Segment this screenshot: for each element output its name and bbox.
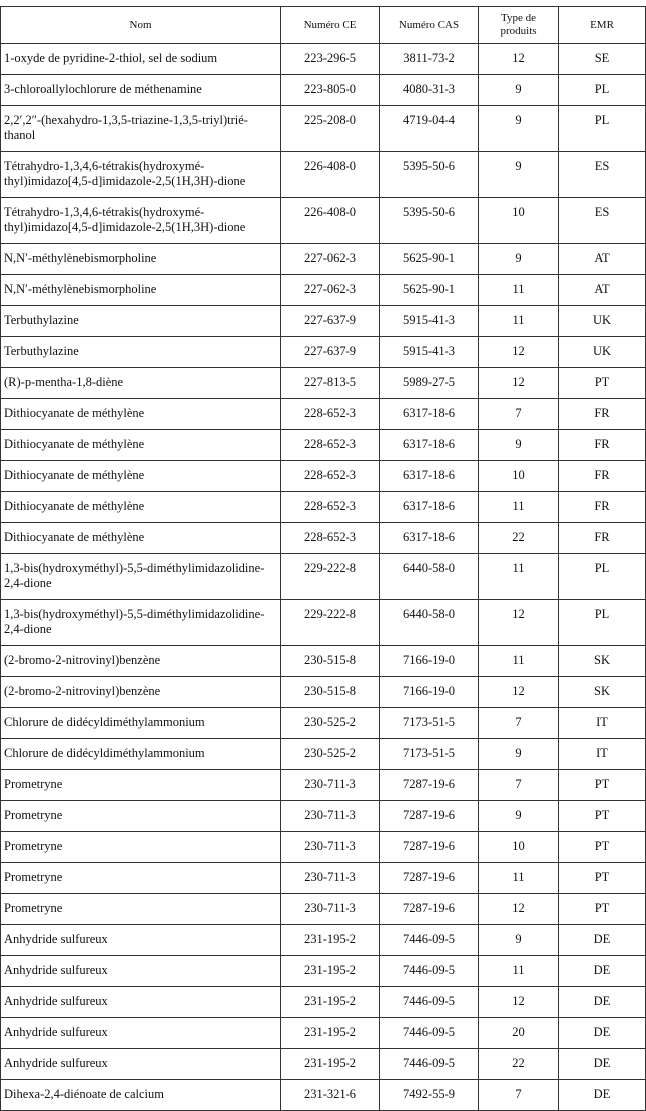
cell-numero-cas: 5395-50-6 xyxy=(380,198,479,244)
cell-numero-ce: 230-515-8 xyxy=(281,677,380,708)
cell-nom: Chlorure de didécyldiméthylammonium xyxy=(1,739,281,770)
table-row xyxy=(1,646,646,677)
cell-emr: PT xyxy=(559,368,646,399)
cell-emr: PL xyxy=(559,106,646,152)
substances-table xyxy=(0,6,646,1111)
table-row xyxy=(1,75,646,106)
cell-numero-cas: 7287-19-6 xyxy=(380,832,479,863)
cell-numero-cas: 5625-90-1 xyxy=(380,244,479,275)
cell-nom: 1,3-bis(hydroxyméthyl)-5,5-diméthylimidazolidine-2,4-dione xyxy=(1,554,281,600)
cell-type-de-produits: 12 xyxy=(479,677,559,708)
header-type-de-produits: Type de produits xyxy=(479,7,559,44)
cell-nom: Anhydride sulfureux xyxy=(1,1018,281,1049)
table-row xyxy=(1,368,646,399)
cell-type-de-produits: 7 xyxy=(479,1080,559,1111)
cell-type-de-produits: 22 xyxy=(479,523,559,554)
cell-numero-ce: 231-195-2 xyxy=(281,987,380,1018)
cell-type-de-produits: 20 xyxy=(479,1018,559,1049)
cell-nom: Dithiocyanate de méthylène xyxy=(1,461,281,492)
cell-emr: DE xyxy=(559,987,646,1018)
cell-numero-ce: 230-525-2 xyxy=(281,739,380,770)
cell-numero-ce: 227-637-9 xyxy=(281,306,380,337)
cell-type-de-produits: 9 xyxy=(479,739,559,770)
cell-emr: PT xyxy=(559,894,646,925)
cell-emr: UK xyxy=(559,337,646,368)
cell-emr: FR xyxy=(559,399,646,430)
cell-emr: ES xyxy=(559,198,646,244)
cell-numero-ce: 225-208-0 xyxy=(281,106,380,152)
cell-numero-ce: 223-296-5 xyxy=(281,44,380,75)
cell-type-de-produits: 11 xyxy=(479,646,559,677)
cell-numero-ce: 227-813-5 xyxy=(281,368,380,399)
cell-type-de-produits: 12 xyxy=(479,337,559,368)
table-row xyxy=(1,337,646,368)
cell-numero-cas: 6317-18-6 xyxy=(380,492,479,523)
cell-emr: DE xyxy=(559,956,646,987)
cell-numero-ce: 228-652-3 xyxy=(281,430,380,461)
table-row xyxy=(1,832,646,863)
header-numero-cas: Numéro CAS xyxy=(380,7,479,44)
cell-type-de-produits: 12 xyxy=(479,44,559,75)
cell-type-de-produits: 7 xyxy=(479,770,559,801)
cell-numero-ce: 230-525-2 xyxy=(281,708,380,739)
cell-emr: AT xyxy=(559,275,646,306)
cell-numero-ce: 228-652-3 xyxy=(281,492,380,523)
cell-nom: Anhydride sulfureux xyxy=(1,925,281,956)
cell-emr: PT xyxy=(559,863,646,894)
cell-numero-cas: 7492-55-9 xyxy=(380,1080,479,1111)
cell-nom: Anhydride sulfureux xyxy=(1,956,281,987)
cell-type-de-produits: 11 xyxy=(479,956,559,987)
cell-type-de-produits: 11 xyxy=(479,492,559,523)
cell-emr: DE xyxy=(559,925,646,956)
cell-nom: Prometryne xyxy=(1,894,281,925)
cell-numero-cas: 6440-58-0 xyxy=(380,600,479,646)
cell-type-de-produits: 7 xyxy=(479,708,559,739)
cell-type-de-produits: 9 xyxy=(479,244,559,275)
cell-nom: 2,2′,2″-(hexahydro-1,3,5-triazine-1,3,5-triyl)trié-thanol xyxy=(1,106,281,152)
cell-nom: Tétrahydro-1,3,4,6-tétrakis(hydroxymé-thyl)imidazo[4,5-d]imidazole-2,5(1H,3H)-dione xyxy=(1,198,281,244)
cell-numero-cas: 6317-18-6 xyxy=(380,523,479,554)
cell-numero-cas: 7287-19-6 xyxy=(380,770,479,801)
cell-numero-ce: 226-408-0 xyxy=(281,152,380,198)
cell-numero-cas: 3811-73-2 xyxy=(380,44,479,75)
cell-emr: FR xyxy=(559,523,646,554)
cell-numero-cas: 7287-19-6 xyxy=(380,863,479,894)
cell-numero-ce: 228-652-3 xyxy=(281,523,380,554)
cell-emr: SK xyxy=(559,646,646,677)
cell-numero-ce: 227-637-9 xyxy=(281,337,380,368)
cell-emr: AT xyxy=(559,244,646,275)
cell-numero-cas: 7446-09-5 xyxy=(380,925,479,956)
cell-emr: PT xyxy=(559,770,646,801)
cell-type-de-produits: 11 xyxy=(479,275,559,306)
cell-numero-cas: 6440-58-0 xyxy=(380,554,479,600)
cell-emr: PL xyxy=(559,554,646,600)
table-row xyxy=(1,44,646,75)
cell-emr: IT xyxy=(559,739,646,770)
cell-nom: 3-chloroallylochlorure de méthenamine xyxy=(1,75,281,106)
table-row xyxy=(1,987,646,1018)
cell-type-de-produits: 9 xyxy=(479,925,559,956)
cell-nom: 1,3-bis(hydroxyméthyl)-5,5-diméthylimidazolidine-2,4-dione xyxy=(1,600,281,646)
cell-numero-cas: 7287-19-6 xyxy=(380,801,479,832)
cell-nom: Dithiocyanate de méthylène xyxy=(1,523,281,554)
cell-type-de-produits: 12 xyxy=(479,600,559,646)
table-row xyxy=(1,708,646,739)
cell-emr: FR xyxy=(559,461,646,492)
cell-numero-ce: 230-711-3 xyxy=(281,832,380,863)
cell-numero-cas: 7166-19-0 xyxy=(380,646,479,677)
cell-emr: PL xyxy=(559,75,646,106)
cell-type-de-produits: 12 xyxy=(479,987,559,1018)
header-nom: Nom xyxy=(1,7,281,44)
cell-nom: Dihexa-2,4-diénoate de calcium xyxy=(1,1080,281,1111)
cell-numero-cas: 7287-19-6 xyxy=(380,894,479,925)
cell-type-de-produits: 10 xyxy=(479,832,559,863)
cell-numero-cas: 6317-18-6 xyxy=(380,461,479,492)
cell-numero-cas: 5915-41-3 xyxy=(380,306,479,337)
header-emr: EMR xyxy=(559,7,646,44)
cell-numero-cas: 6317-18-6 xyxy=(380,399,479,430)
cell-emr: ES xyxy=(559,152,646,198)
cell-type-de-produits: 11 xyxy=(479,554,559,600)
cell-nom: Prometryne xyxy=(1,863,281,894)
table-row xyxy=(1,399,646,430)
cell-type-de-produits: 11 xyxy=(479,306,559,337)
cell-type-de-produits: 12 xyxy=(479,368,559,399)
cell-numero-ce: 230-515-8 xyxy=(281,646,380,677)
table-row xyxy=(1,523,646,554)
cell-numero-cas: 7166-19-0 xyxy=(380,677,479,708)
table-row xyxy=(1,739,646,770)
cell-type-de-produits: 10 xyxy=(479,461,559,492)
cell-emr: IT xyxy=(559,708,646,739)
table-row xyxy=(1,492,646,523)
cell-type-de-produits: 9 xyxy=(479,801,559,832)
cell-type-de-produits: 11 xyxy=(479,863,559,894)
cell-nom: Dithiocyanate de méthylène xyxy=(1,399,281,430)
cell-numero-ce: 229-222-8 xyxy=(281,600,380,646)
cell-numero-ce: 230-711-3 xyxy=(281,863,380,894)
cell-nom: Prometryne xyxy=(1,770,281,801)
cell-numero-cas: 4080-31-3 xyxy=(380,75,479,106)
cell-emr: PL xyxy=(559,600,646,646)
cell-type-de-produits: 10 xyxy=(479,198,559,244)
cell-nom: Terbuthylazine xyxy=(1,337,281,368)
cell-numero-ce: 230-711-3 xyxy=(281,894,380,925)
cell-emr: FR xyxy=(559,430,646,461)
cell-nom: N,N′-méthylènebismorpholine xyxy=(1,244,281,275)
cell-emr: DE xyxy=(559,1080,646,1111)
cell-nom: Anhydride sulfureux xyxy=(1,987,281,1018)
cell-nom: (2-bromo-2-nitrovinyl)benzène xyxy=(1,677,281,708)
cell-numero-cas: 7446-09-5 xyxy=(380,987,479,1018)
table-row xyxy=(1,1018,646,1049)
cell-numero-cas: 5395-50-6 xyxy=(380,152,479,198)
cell-numero-ce: 227-062-3 xyxy=(281,244,380,275)
cell-numero-ce: 226-408-0 xyxy=(281,198,380,244)
table-row xyxy=(1,925,646,956)
table-row xyxy=(1,600,646,646)
cell-numero-cas: 6317-18-6 xyxy=(380,430,479,461)
cell-nom: 1-oxyde de pyridine-2-thiol, sel de sodium xyxy=(1,44,281,75)
table-row xyxy=(1,1049,646,1080)
cell-emr: DE xyxy=(559,1049,646,1080)
table-row xyxy=(1,677,646,708)
cell-nom: Prometryne xyxy=(1,801,281,832)
cell-nom: N,N′-méthylènebismorpholine xyxy=(1,275,281,306)
cell-type-de-produits: 12 xyxy=(479,894,559,925)
table-row xyxy=(1,863,646,894)
cell-numero-cas: 7446-09-5 xyxy=(380,956,479,987)
table-row xyxy=(1,306,646,337)
cell-type-de-produits: 7 xyxy=(479,399,559,430)
cell-numero-ce: 230-711-3 xyxy=(281,770,380,801)
cell-emr: FR xyxy=(559,492,646,523)
table-row xyxy=(1,152,646,198)
cell-nom: Dithiocyanate de méthylène xyxy=(1,430,281,461)
cell-numero-cas: 5625-90-1 xyxy=(380,275,479,306)
cell-numero-cas: 5915-41-3 xyxy=(380,337,479,368)
cell-numero-cas: 7446-09-5 xyxy=(380,1049,479,1080)
cell-emr: UK xyxy=(559,306,646,337)
cell-type-de-produits: 22 xyxy=(479,1049,559,1080)
header-numero-ce: Numéro CE xyxy=(281,7,380,44)
cell-numero-cas: 5989-27-5 xyxy=(380,368,479,399)
cell-numero-ce: 229-222-8 xyxy=(281,554,380,600)
cell-nom: Terbuthylazine xyxy=(1,306,281,337)
cell-nom: Chlorure de didécyldiméthylammonium xyxy=(1,708,281,739)
cell-numero-cas: 7173-51-5 xyxy=(380,708,479,739)
table-header-row xyxy=(1,7,646,44)
cell-emr: SE xyxy=(559,44,646,75)
cell-numero-ce: 223-805-0 xyxy=(281,75,380,106)
cell-emr: SK xyxy=(559,677,646,708)
cell-numero-cas: 4719-04-4 xyxy=(380,106,479,152)
cell-nom: Anhydride sulfureux xyxy=(1,1049,281,1080)
table-body xyxy=(1,44,646,1111)
cell-numero-ce: 228-652-3 xyxy=(281,399,380,430)
cell-numero-ce: 230-711-3 xyxy=(281,801,380,832)
table-row xyxy=(1,956,646,987)
cell-numero-ce: 227-062-3 xyxy=(281,275,380,306)
cell-numero-cas: 7446-09-5 xyxy=(380,1018,479,1049)
cell-numero-ce: 231-321-6 xyxy=(281,1080,380,1111)
cell-type-de-produits: 9 xyxy=(479,106,559,152)
cell-emr: PT xyxy=(559,801,646,832)
table-row xyxy=(1,275,646,306)
cell-type-de-produits: 9 xyxy=(479,430,559,461)
table-row xyxy=(1,554,646,600)
cell-nom: (2-bromo-2-nitrovinyl)benzène xyxy=(1,646,281,677)
cell-type-de-produits: 9 xyxy=(479,152,559,198)
cell-nom: (R)-p-mentha-1,8-diène xyxy=(1,368,281,399)
table-row xyxy=(1,430,646,461)
cell-nom: Dithiocyanate de méthylène xyxy=(1,492,281,523)
cell-numero-ce: 231-195-2 xyxy=(281,1049,380,1080)
cell-nom: Tétrahydro-1,3,4,6-tétrakis(hydroxymé-thyl)imidazo[4,5-d]imidazole-2,5(1H,3H)-dione xyxy=(1,152,281,198)
table-row xyxy=(1,461,646,492)
table-row xyxy=(1,244,646,275)
cell-numero-ce: 231-195-2 xyxy=(281,925,380,956)
table-row xyxy=(1,1080,646,1111)
cell-nom: Prometryne xyxy=(1,832,281,863)
table-row xyxy=(1,198,646,244)
cell-numero-ce: 231-195-2 xyxy=(281,956,380,987)
table-row xyxy=(1,106,646,152)
cell-numero-ce: 231-195-2 xyxy=(281,1018,380,1049)
cell-emr: PT xyxy=(559,832,646,863)
table-row xyxy=(1,770,646,801)
cell-type-de-produits: 9 xyxy=(479,75,559,106)
table-row xyxy=(1,801,646,832)
cell-numero-cas: 7173-51-5 xyxy=(380,739,479,770)
cell-numero-ce: 228-652-3 xyxy=(281,461,380,492)
cell-emr: DE xyxy=(559,1018,646,1049)
table-row xyxy=(1,894,646,925)
